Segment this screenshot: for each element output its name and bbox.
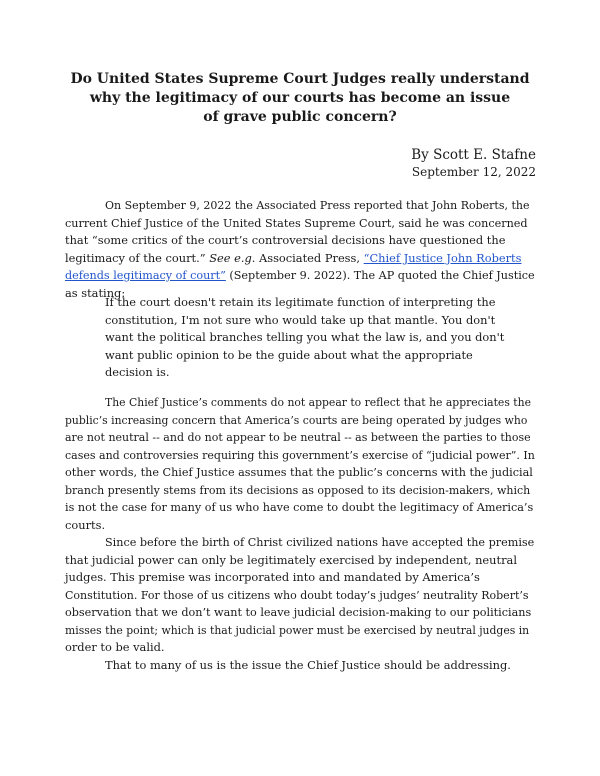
quote-line: constitution, I'm not sure who would take up that mantle. You don't: [105, 312, 496, 327]
text-line: public’s increasing concern that America’s courts are being operated by judges who: [65, 413, 528, 427]
article-link[interactable]: defends legitimacy of court”: [65, 269, 226, 282]
quote-line: want public opinion to be the guide about what the appropriate: [105, 347, 473, 362]
block-quote: [105, 294, 505, 382]
paragraph-2: [65, 394, 535, 534]
document-title: [60, 70, 540, 127]
text-line: that judicial power can only be legitimately exercised by independent, neutral: [65, 552, 517, 567]
text-span: (September 9. 2022). The AP quoted the Chief Justice: [225, 269, 535, 282]
text-span: Associated Press,: [255, 250, 364, 265]
paragraph-1: [65, 197, 535, 302]
text-line: are not neutral -- and do not appear to be neutral -- as between the parties to those: [65, 431, 531, 444]
quote-line: If the court doesn't retain its legitimate function of interpreting the: [105, 295, 496, 309]
text-line: On September 9, 2022 the Associated Press reported that John Roberts, the: [105, 199, 530, 212]
text-line: judges. This premise was incorporated into and mandated by America’s: [65, 570, 480, 584]
title-line: why the legitimacy of our courts has become an issue: [89, 90, 511, 106]
text-line: as stating:: [65, 285, 126, 300]
text-line: [65, 267, 535, 285]
text-span: legitimacy of the court.”: [65, 250, 210, 265]
text-line: observation that we don’t want to leave judicial decision-making to our politicians: [65, 606, 532, 619]
text-line: That to many of us is the issue the Chief Justice should be addressing.: [105, 657, 511, 672]
title-line: of grave public concern?: [203, 109, 397, 125]
text-line: Constitution. For those of us citizens who doubt today’s judges’ neutrality Robert’s: [65, 588, 529, 602]
text-line: order to be valid.: [65, 640, 165, 654]
title-line: Do United States Supreme Court Judges really understand: [70, 71, 530, 87]
quote-line: want the political branches telling you what the law is, and you don't: [105, 330, 505, 344]
article-link[interactable]: “Chief Justice John Roberts: [363, 250, 522, 265]
author-byline: By Scott E. Stafne: [411, 147, 536, 163]
text-line: that “some critics of the court’s controversial decisions have questioned the: [65, 233, 506, 247]
paragraph-4: [65, 657, 535, 675]
text-line: other words, the Chief Justice assumes that the public’s concerns with the judicial: [65, 466, 533, 479]
text-line: cases and controversies requiring this government’s exercise of “judicial power”. In: [65, 448, 535, 462]
text-line: misses the point; which is that judicial power must be exercised by neutral judges in: [65, 623, 530, 637]
text-line: current Chief Justice of the United States Supreme Court, said he was concerned: [65, 216, 528, 230]
paragraph-3: [65, 534, 535, 657]
text-line: branch presently stems from its decisions as opposed to its decision-makers, which: [65, 483, 531, 497]
text-line: courts.: [65, 517, 106, 532]
text-line: The Chief Justice’s comments do not appear to reflect that he appreciates the: [105, 396, 531, 409]
document-date: September 12, 2022: [411, 165, 536, 179]
text-line: [65, 250, 535, 268]
quote-line: decision is.: [105, 365, 170, 379]
text-line: is not the case for many of us who have come to doubt the legitimacy of America’s: [65, 501, 534, 514]
citation-signal: See e.g.: [209, 250, 256, 265]
text-line: Since before the birth of Christ civilized nations have accepted the premise: [105, 536, 535, 549]
